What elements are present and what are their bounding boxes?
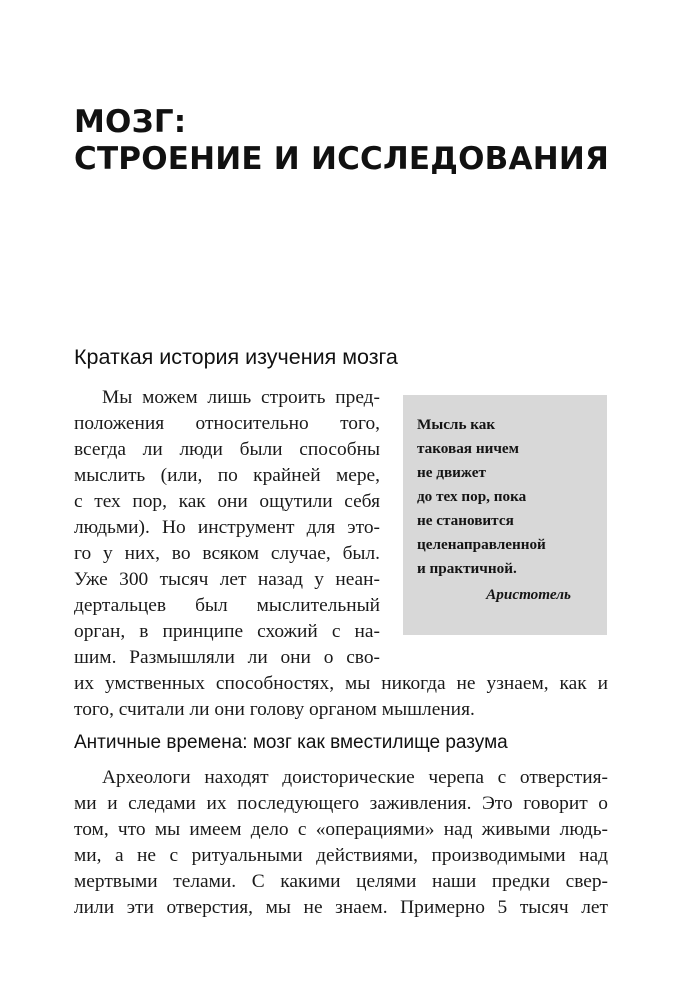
- quote-line: до тех пор, пока: [417, 488, 527, 505]
- paragraph-line: дертальцев был мыслительный: [74, 595, 380, 616]
- paragraph-line: мертвыми телами. С какими целями наши предки свер-: [74, 871, 608, 892]
- quote-author: Аристотель: [486, 586, 571, 603]
- quote-line: Мысль как: [417, 416, 496, 433]
- quote-line: таковая ничем: [417, 440, 519, 457]
- quote-line: не движет: [417, 464, 486, 481]
- paragraph-line: с тех пор, как они ощутили себя: [74, 491, 380, 512]
- chapter-title-line: МОЗГ:: [74, 104, 187, 140]
- chapter-title-line: СТРОЕНИЕ И ИССЛЕДОВАНИЯ: [74, 141, 610, 177]
- paragraph-line: их умственных способностях, мы никогда не узнаем, как и: [74, 673, 608, 694]
- paragraph-line: Мы можем лишь строить пред-: [102, 387, 380, 408]
- paragraph-line: орган, в принципе схожий с на-: [74, 621, 380, 642]
- paragraph-line: мыслить (или, по крайней мере,: [74, 465, 380, 486]
- paragraph-line: ми и следами их последующего заживления. Это говорит о: [74, 793, 608, 814]
- quote-line: не становится: [417, 512, 514, 529]
- subsection-title: Античные времена: мозг как вместилище разума: [74, 732, 508, 753]
- paragraph-line: том, что мы имеем дело с «операциями» над живыми людь-: [74, 819, 608, 840]
- paragraph-line: людьми). Но инструмент для это-: [74, 517, 380, 538]
- paragraph-line: Уже 300 тысяч лет назад у неан-: [74, 569, 380, 590]
- quote-line: целенаправленной: [417, 536, 546, 553]
- chapter-title: [74, 104, 609, 178]
- paragraph-line: того, считали ли они голову органом мышления.: [74, 699, 475, 720]
- paragraph-line: положения относительно того,: [74, 413, 380, 434]
- quote-line: и практичной.: [417, 560, 517, 577]
- section-title: Краткая история изучения мозга: [74, 345, 398, 369]
- paragraph-line: го у них, во всяком случае, был.: [74, 543, 380, 564]
- paragraph-line: Археологи находят доисторические черепа с отверстия-: [102, 767, 608, 788]
- paragraph-line: всегда ли люди были способны: [74, 439, 380, 460]
- paragraph-line: ми, а не с ритуальными действиями, производимыми над: [74, 845, 608, 866]
- paragraph-line: шим. Размышляли ли они о сво-: [74, 647, 380, 668]
- paragraph-line: лили эти отверстия, мы не знаем. Примерно 5 тысяч лет: [74, 897, 608, 918]
- quote-box: [403, 395, 607, 635]
